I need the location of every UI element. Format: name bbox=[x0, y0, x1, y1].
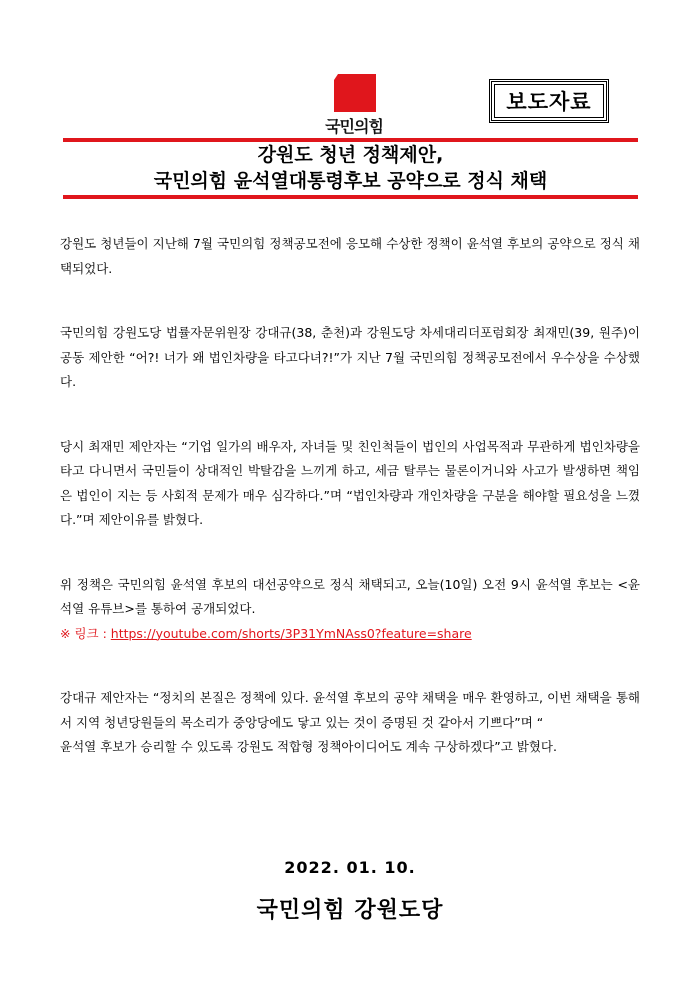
party-logo-icon bbox=[334, 74, 376, 112]
link-line bbox=[60, 622, 640, 647]
footer-organization: 국민의힘 강원도당 bbox=[256, 898, 444, 923]
youtube-link[interactable]: https://youtube.com/shorts/3P31YmNAss0?feature=share bbox=[110, 625, 472, 641]
headline bbox=[63, 142, 638, 194]
headline-bottom-rule bbox=[63, 195, 638, 199]
paragraph-2: 국민의힘 강원도당 법률자문위원장 강대규(38, 춘천)과 강원도당 차세대리더포럼회장 최재민(39, 원주)이 공동 제안한 “어?! 너가 왜 법인차량을 타고다녀?!”가 지난 7월 국민의힘 정책공모전에서 우수상을 수상했다. bbox=[60, 325, 640, 389]
article-body bbox=[60, 232, 640, 800]
party-logo bbox=[314, 74, 394, 134]
paragraph-4: 위 정책은 국민의힘 윤석열 후보의 대선공약으로 정식 채택되고, 오늘(10일) 오전 9시 윤석열 후보는 <윤석열 유튜브>를 통하여 공개되었다. bbox=[60, 576, 640, 616]
headline-line-2: 국민의힘 윤석열대통령후보 공약으로 정식 채택 bbox=[153, 170, 548, 192]
link-prefix: ※ 링크 : bbox=[60, 625, 111, 641]
paragraph-3: 당시 최재민 제안자는 “기업 일가의 배우자, 자녀들 및 친인척들이 법인의 사업목적과 무관하게 법인차량을 타고 다니면서 국민들이 상대적인 박탈감을 느끼게 하고, 세금 탈루는 물론이거니와 사고가 발생하면 책임은 법인이 지는 등 사회적 문제가 매우 심각하다.”며 “법인차량과 개인차량을 구분을 해야할 필요성을 느꼈다.”며 제안이유를 밝혔다. bbox=[60, 438, 640, 527]
closing-paragraph: 강대규 제안자는 “정치의 본질은 정책에 있다. 윤석열 후보의 공약 채택을 매우 환영하고, 이번 채택을 통해서 지역 청년당원들의 목소리가 중앙당에도 닿고 있는 것이 증명된 것 같아서 기쁘다”며 “ 윤석열 후보가 승리할 수 있도록 강원도 적합형 정책아이디어도 계속 구상하겠다”고 밝혔다. bbox=[60, 690, 640, 754]
release-date: 2022. 01. 10. bbox=[284, 858, 416, 877]
press-release-label: 보도자료 bbox=[489, 79, 609, 123]
party-logo-text: 국민의힘 bbox=[325, 117, 383, 136]
paragraph-1: 강원도 청년들이 지난해 7월 국민의힘 정책공모전에 응모해 수상한 정책이 윤석열 후보의 공약으로 정식 채택되었다. bbox=[60, 236, 640, 276]
headline-line-1: 강원도 청년 정책제안, bbox=[257, 144, 444, 166]
